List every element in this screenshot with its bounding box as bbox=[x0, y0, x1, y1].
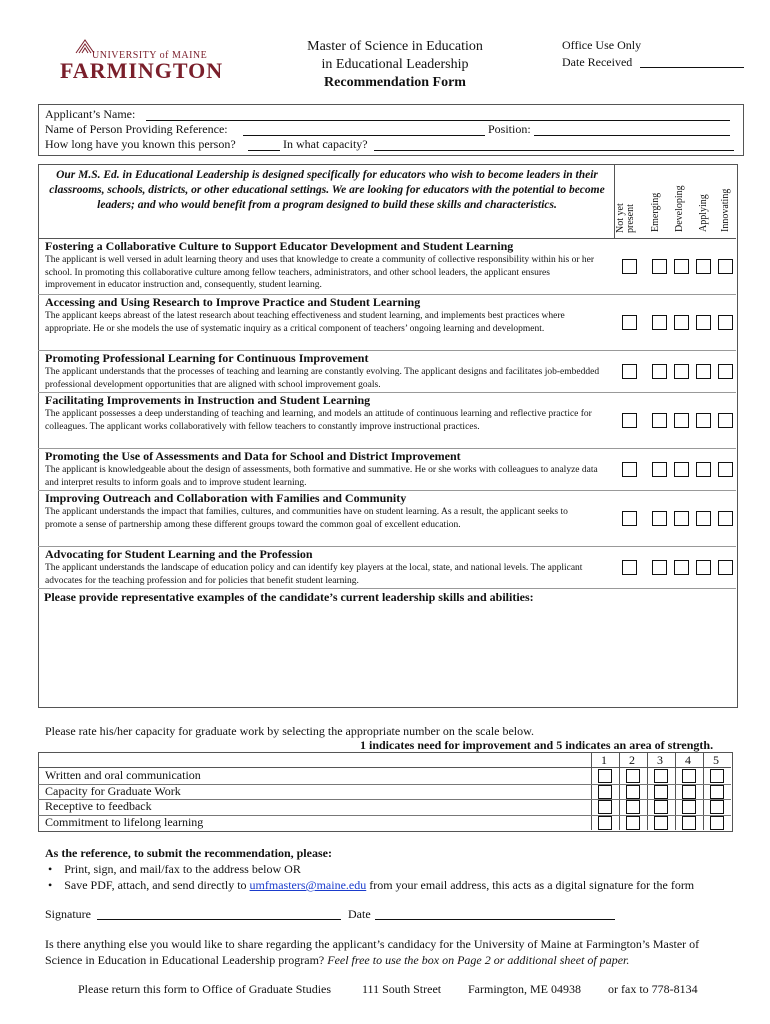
date-field[interactable] bbox=[375, 919, 615, 920]
criterion-title: Improving Outreach and Collaboration with Families and Community bbox=[45, 491, 407, 505]
rating-checkbox-3[interactable] bbox=[674, 259, 689, 274]
capacity-checkbox-3[interactable] bbox=[654, 769, 668, 783]
rating-number-5: 5 bbox=[713, 753, 719, 767]
scale-innovating: Innovating bbox=[720, 188, 731, 232]
rating-checkbox-3[interactable] bbox=[674, 560, 689, 575]
criterion-description: The applicant keeps abreast of the latest research about teaching effectiveness and student learning, and implements best practices where appropriate. He or she models the use of systematic inquiry as a critical component of teachers’ ongoing learning and development. bbox=[45, 311, 565, 334]
rating-checkbox-1[interactable] bbox=[622, 315, 637, 330]
rating-checkbox-2[interactable] bbox=[652, 315, 667, 330]
criterion-description: The applicant is well versed in adult learning theory and uses that knowledge to create a community of collective responsibility within his or her school. In promoting this collaborative culture among fellow teachers, administrators, and other school leaders, the applicant ensures improvement in educator instruction and, consequently, student learning. bbox=[45, 255, 595, 290]
rating-checkbox-1[interactable] bbox=[622, 413, 637, 428]
logo-university-text: UNIVERSITY of MAINE bbox=[92, 50, 208, 61]
rating-checkbox-4[interactable] bbox=[696, 259, 711, 274]
rating-checkbox-5[interactable] bbox=[718, 560, 733, 575]
capacity-checkbox-4[interactable] bbox=[682, 816, 696, 830]
capacity-checkbox-1[interactable] bbox=[598, 769, 612, 783]
form-title: Recommendation Form bbox=[324, 75, 466, 90]
rating-checkbox-3[interactable] bbox=[674, 364, 689, 379]
date-received-field[interactable] bbox=[640, 67, 744, 68]
criterion-description: The applicant understands the impact that families, cultures, and communities have on student learning. As a result, the applicant seeks to promote a sense of partnership among these different groups toward the common goal of excellent education. bbox=[45, 507, 568, 530]
rating-checkbox-3[interactable] bbox=[674, 511, 689, 526]
criterion-title: Facilitating Improvements in Instruction and Student Learning bbox=[45, 393, 371, 407]
capacity-field[interactable] bbox=[374, 150, 734, 151]
scale-not-yet-present: Not yet present bbox=[615, 203, 636, 233]
date-received-label: Date Received bbox=[562, 55, 633, 69]
rating-checkbox-5[interactable] bbox=[718, 462, 733, 477]
capacity-label: In what capacity? bbox=[283, 137, 368, 151]
closing-question: Is there anything else you would like to share regarding the applicant’s candidacy for the University of Maine at Farmington’s Master of Science in Education in Educational Leadership program? Feel free to use the box on Page 2 or additional sheet of paper. bbox=[45, 937, 700, 967]
signature-label: Signature bbox=[45, 907, 91, 921]
examples-prompt: Please provide representative examples of the candidate’s current leadership skills and abilities: bbox=[44, 590, 534, 604]
capacity-checkbox-2[interactable] bbox=[626, 769, 640, 783]
capacity-checkbox-4[interactable] bbox=[682, 785, 696, 799]
email-link[interactable]: umfmasters@maine.edu bbox=[249, 878, 367, 892]
rating-row-label: Capacity for Graduate Work bbox=[45, 783, 181, 798]
rating-checkbox-1[interactable] bbox=[622, 511, 637, 526]
criterion-title: Promoting Professional Learning for Continuous Improvement bbox=[45, 351, 369, 365]
program-intro: Our M.S. Ed. in Educational Leadership is designed specifically for educators who wish to become leaders in their classrooms, schools, districts, or other educational settings. We are looking for educators with the potential to become leaders; and who would benefit from a program designed to build these skills and characteristics. bbox=[49, 169, 605, 211]
rating-checkbox-4[interactable] bbox=[696, 462, 711, 477]
rating-number-3: 3 bbox=[657, 753, 663, 767]
rating-checkbox-1[interactable] bbox=[622, 560, 637, 575]
capacity-checkbox-5[interactable] bbox=[710, 800, 724, 814]
capacity-checkbox-4[interactable] bbox=[682, 769, 696, 783]
rating-checkbox-4[interactable] bbox=[696, 315, 711, 330]
capacity-checkbox-1[interactable] bbox=[598, 785, 612, 799]
rating-checkbox-5[interactable] bbox=[718, 259, 733, 274]
criterion-description: The applicant understands the landscape of education policy and can identify key players at the local, state, and national levels. The applicant advocates for the teaching profession and for policies that benefit student learning. bbox=[45, 563, 583, 586]
rating-checkbox-4[interactable] bbox=[696, 560, 711, 575]
rating-checkbox-5[interactable] bbox=[718, 511, 733, 526]
criterion-title: Accessing and Using Research to Improve Practice and Student Learning bbox=[45, 295, 421, 309]
capacity-checkbox-2[interactable] bbox=[626, 800, 640, 814]
rating-number-1: 1 bbox=[601, 753, 607, 767]
criterion-title: Promoting the Use of Assessments and Data for School and District Improvement bbox=[45, 449, 461, 463]
capacity-checkbox-2[interactable] bbox=[626, 816, 640, 830]
rating-checkbox-1[interactable] bbox=[622, 259, 637, 274]
footer-street: 111 South Street bbox=[362, 982, 442, 996]
logo-farmington-text: FARMINGTON bbox=[60, 58, 224, 83]
rating-row-label: Receptive to feedback bbox=[45, 799, 152, 813]
rating-checkbox-3[interactable] bbox=[674, 315, 689, 330]
known-duration-label: How long have you known this person? bbox=[45, 137, 236, 151]
rating-checkbox-5[interactable] bbox=[718, 364, 733, 379]
footer-city: Farmington, ME 04938 bbox=[468, 982, 581, 996]
rating-checkbox-4[interactable] bbox=[696, 364, 711, 379]
rating-number-2: 2 bbox=[629, 753, 635, 767]
rating-checkbox-2[interactable] bbox=[652, 413, 667, 428]
rating-checkbox-5[interactable] bbox=[718, 413, 733, 428]
capacity-checkbox-5[interactable] bbox=[710, 785, 724, 799]
applicant-name-field[interactable] bbox=[146, 120, 730, 121]
capacity-checkbox-5[interactable] bbox=[710, 816, 724, 830]
submit-bullet-2: • Save PDF, attach, and send directly to umfmasters@maine.edu from your email address, this acts as a digital signature for the form bbox=[48, 878, 695, 892]
position-field[interactable] bbox=[534, 135, 730, 136]
rating-intro: Please rate his/her capacity for graduate work by selecting the appropriate number on the scale below. bbox=[45, 724, 535, 738]
rating-checkbox-3[interactable] bbox=[674, 413, 689, 428]
capacity-checkbox-1[interactable] bbox=[598, 800, 612, 814]
rating-checkbox-2[interactable] bbox=[652, 511, 667, 526]
capacity-checkbox-3[interactable] bbox=[654, 785, 668, 799]
criterion-description: The applicant understands that the processes of teaching and learning are constantly evolving. The applicant designs and facilitates job-embedded professional development opportunities that are aligned with school improvement goals. bbox=[45, 367, 600, 390]
rating-checkbox-2[interactable] bbox=[652, 462, 667, 477]
rating-row-label: Written and oral communication bbox=[45, 768, 201, 782]
rating-legend: 1 indicates need for improvement and 5 indicates an area of strength. bbox=[360, 738, 714, 752]
rating-checkbox-4[interactable] bbox=[696, 511, 711, 526]
submit-heading: As the reference, to submit the recommendation, please: bbox=[45, 846, 332, 860]
capacity-checkbox-4[interactable] bbox=[682, 800, 696, 814]
capacity-checkbox-3[interactable] bbox=[654, 816, 668, 830]
applicant-name-label: Applicant’s Name: bbox=[45, 107, 136, 121]
date-label: Date bbox=[348, 907, 371, 921]
criterion-title: Fostering a Collaborative Culture to Support Educator Development and Student Learning bbox=[45, 239, 514, 253]
rating-checkbox-4[interactable] bbox=[696, 413, 711, 428]
footer-return: Please return this form to Office of Graduate Studies bbox=[78, 982, 332, 996]
reference-name-field[interactable] bbox=[243, 135, 485, 136]
capacity-checkbox-2[interactable] bbox=[626, 785, 640, 799]
position-label: Position: bbox=[488, 122, 531, 136]
rating-checkbox-2[interactable] bbox=[652, 259, 667, 274]
criterion-description: The applicant is knowledgeable about the design of assessments, both formative and summative. He or she works with colleagues to analyze data and interpret results to inform goals and to improve student learning. bbox=[45, 465, 598, 488]
scale-developing: Developing bbox=[674, 185, 685, 232]
reference-name-label: Name of Person Providing Reference: bbox=[45, 122, 228, 136]
rating-checkbox-2[interactable] bbox=[652, 364, 667, 379]
rating-checkbox-2[interactable] bbox=[652, 560, 667, 575]
examples-textarea[interactable] bbox=[40, 606, 734, 704]
form-title-line-2: in Educational Leadership bbox=[321, 57, 469, 72]
capacity-checkbox-1[interactable] bbox=[598, 816, 612, 830]
rating-row-label: Commitment to lifelong learning bbox=[45, 814, 204, 829]
rating-checkbox-1[interactable] bbox=[622, 462, 637, 477]
known-duration-field[interactable] bbox=[248, 150, 280, 151]
form-title-line-1: Master of Science in Education bbox=[307, 39, 483, 54]
footer-fax: or fax to 778-8134 bbox=[608, 982, 698, 996]
rating-checkbox-5[interactable] bbox=[718, 315, 733, 330]
criterion-title: Advocating for Student Learning and the Profession bbox=[45, 547, 313, 561]
capacity-checkbox-5[interactable] bbox=[710, 769, 724, 783]
signature-field[interactable] bbox=[97, 919, 341, 920]
rating-checkbox-1[interactable] bbox=[622, 364, 637, 379]
scale-emerging: Emerging bbox=[650, 192, 661, 232]
scale-applying: Applying bbox=[698, 194, 709, 232]
capacity-checkbox-3[interactable] bbox=[654, 800, 668, 814]
office-use-label: Office Use Only bbox=[562, 38, 642, 52]
criterion-description: The applicant possesses a deep understanding of teaching and learning, and models an attitude of continuous learning and reflective practice for colleagues. The applicant works collaboratively with fellow teachers to constantly improve instructional practices. bbox=[45, 409, 592, 432]
rating-checkbox-3[interactable] bbox=[674, 462, 689, 477]
rating-number-4: 4 bbox=[685, 753, 691, 767]
submit-bullet-1: • Print, sign, and mail/fax to the address below OR bbox=[48, 862, 301, 876]
